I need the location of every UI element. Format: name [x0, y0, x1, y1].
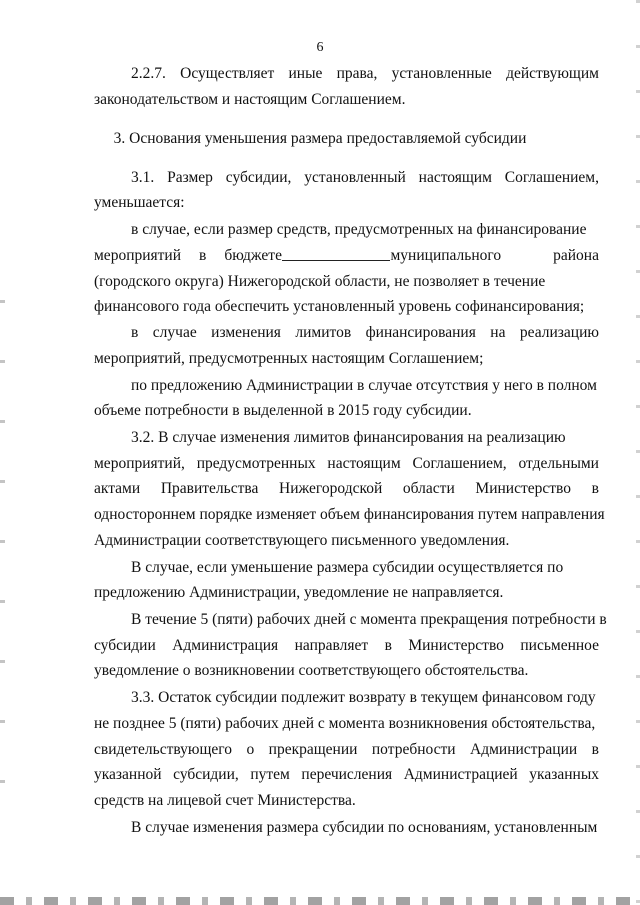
- case-1-line-3: (городского округа) Нижегородской области, не позволяет в течение: [94, 273, 546, 290]
- paragraph-3-2-line-1: 3.2. В случае изменения лимитов финансирования на реализацию: [131, 429, 566, 446]
- paragraph-note-line-2: предложению Администрации, уведомление не направляется.: [94, 584, 504, 601]
- page-number: 6: [316, 40, 324, 55]
- paragraph-3-3-line-3: свидетельствующего о прекращении потребности Администрации в: [94, 741, 599, 758]
- paragraph-3-3-line-4: указанной субсидии, путем перечисления Администрацией указанных: [94, 766, 599, 783]
- paragraph-3-3-line-5: средств на лицевой счет Министерства.: [94, 792, 356, 809]
- case-1-line-4: финансового года обеспечить установленный уровень софинансирования;: [94, 298, 585, 315]
- scan-right-edge: [636, 0, 640, 905]
- paragraph-3-1-line-1: 3.1. Размер субсидии, установленный настоящим Соглашением,: [131, 169, 599, 186]
- paragraph-3-3-line-2: не позднее 5 (пяти) рабочих дней с момента возникновения обстоятельства,: [94, 715, 596, 732]
- paragraph-3-2-line-3: актами Правительства Нижегородской области Министерство в: [94, 480, 599, 497]
- budget-name-blank: [282, 248, 390, 261]
- paragraph-3-1-line-2: уменьшается:: [94, 194, 185, 211]
- case-1-line-2: мероприятий в бюджете муниципального района: [94, 247, 599, 264]
- paragraph-note-line-1: В случае, если уменьшение размера субсидии осуществляется по: [131, 559, 564, 576]
- case-1-line-1: в случае, если размер средств, предусмотренных на финансирование: [131, 221, 587, 238]
- section-3-heading: 3. Основания уменьшения размера предоставляемой субсидии: [113, 130, 527, 147]
- case-3-line-2: объеме потребности в выделенной в 2015 году субсидии.: [94, 402, 472, 419]
- case-3-line-1: по предложению Администрации в случае отсутствия у него в полном: [131, 377, 597, 394]
- paragraph-3-2-line-4: одностороннем порядке изменяет объем финансирования путем направления: [94, 506, 605, 523]
- paragraph-2-2-7-line-2: законодательством и настоящим Соглашением.: [94, 91, 406, 108]
- scan-left-edge: [0, 300, 5, 820]
- paragraph-5-days-line-3: уведомление о возникновении соответствующего обстоятельства.: [94, 662, 529, 679]
- paragraph-3-2-line-5: Администрации соответствующего письменного уведомления.: [94, 532, 510, 549]
- paragraph-3-2-line-2: мероприятий, предусмотренных настоящим Соглашением, отдельными: [94, 455, 599, 472]
- paragraph-5-days-line-1: В течение 5 (пяти) рабочих дней с момента прекращения потребности в: [131, 611, 607, 628]
- paragraph-last-line-1: В случае изменения размера субсидии по основаниям, установленным: [131, 819, 598, 836]
- paragraph-3-3-line-1: 3.3. Остаток субсидии подлежит возврату в текущем финансовом году: [131, 689, 596, 706]
- case-2-line-2: мероприятий, предусмотренных настоящим Соглашением;: [94, 350, 484, 367]
- paragraph-5-days-line-2: субсидии Администрация направляет в Министерство письменное: [94, 637, 599, 654]
- scan-edge-marks: [0, 897, 640, 905]
- paragraph-2-2-7-line-1: 2.2.7. Осуществляет иные права, установленные действующим: [131, 65, 599, 82]
- case-2-line-1: в случае изменения лимитов финансирования на реализацию: [131, 324, 599, 341]
